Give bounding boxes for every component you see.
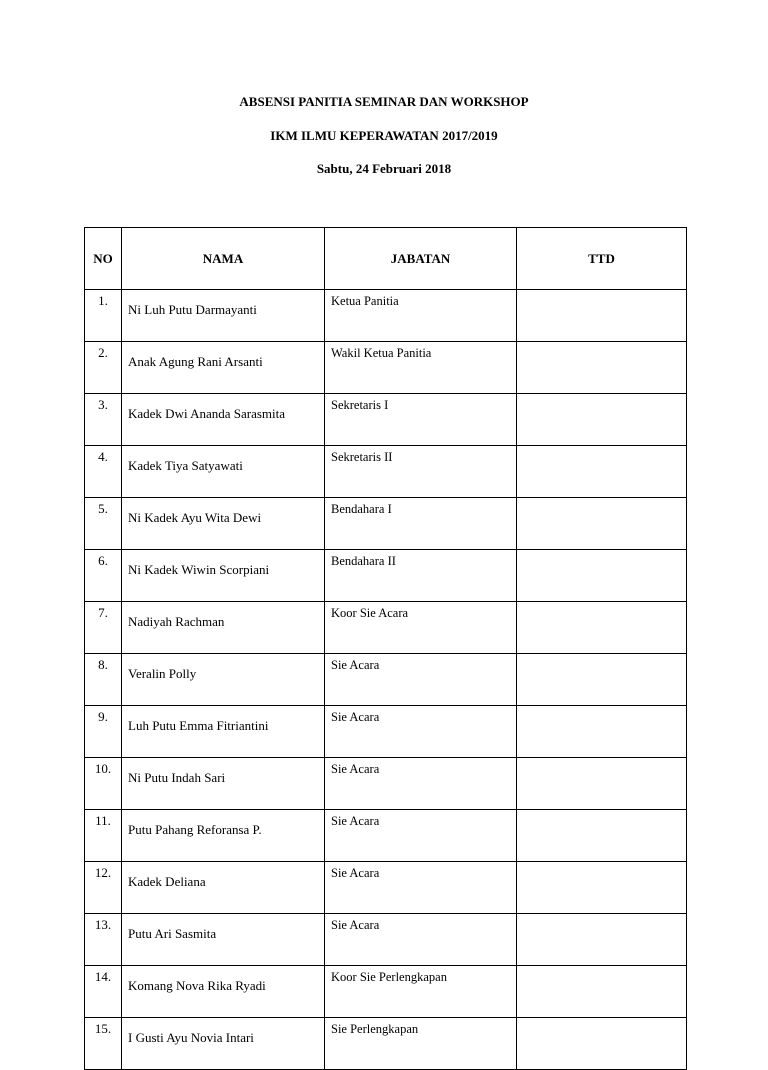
- row-signature-cell[interactable]: [517, 966, 687, 1018]
- row-number: 15.: [85, 1018, 122, 1070]
- row-number: 9.: [85, 706, 122, 758]
- row-signature-cell[interactable]: [517, 498, 687, 550]
- document-date: Sabtu, 24 Februari 2018: [316, 161, 452, 176]
- table-row: [85, 498, 687, 550]
- row-number: 12.: [85, 862, 122, 914]
- row-position: Bendahara II: [325, 550, 517, 602]
- row-position: Sie Acara: [325, 758, 517, 810]
- document-title: ABSENSI PANITIA SEMINAR DAN WORKSHOP: [239, 94, 529, 109]
- row-name: Anak Agung Rani Arsanti: [122, 342, 325, 394]
- row-name: Kadek Dwi Ananda Sarasmita: [122, 394, 325, 446]
- row-name: Nadiyah Rachman: [122, 602, 325, 654]
- row-name: I Gusti Ayu Novia Intari: [122, 1018, 325, 1070]
- row-number: 13.: [85, 914, 122, 966]
- table-row: [85, 810, 687, 862]
- row-signature-cell[interactable]: [517, 446, 687, 498]
- row-signature-cell[interactable]: [517, 342, 687, 394]
- row-number: 10.: [85, 758, 122, 810]
- table-row: [85, 1018, 687, 1070]
- table-row: [85, 654, 687, 706]
- row-signature-cell[interactable]: [517, 654, 687, 706]
- row-position: Sie Acara: [325, 654, 517, 706]
- row-signature-cell[interactable]: [517, 602, 687, 654]
- row-number: 6.: [85, 550, 122, 602]
- row-name: Putu Ari Sasmita: [122, 914, 325, 966]
- row-position: Sie Acara: [325, 706, 517, 758]
- table-body: [85, 290, 687, 1070]
- row-position: Sie Acara: [325, 810, 517, 862]
- row-position: Sekretaris I: [325, 394, 517, 446]
- row-number: 14.: [85, 966, 122, 1018]
- row-number: 2.: [85, 342, 122, 394]
- row-position: Sie Acara: [325, 914, 517, 966]
- row-name: Kadek Tiya Satyawati: [122, 446, 325, 498]
- row-position: Bendahara I: [325, 498, 517, 550]
- row-signature-cell[interactable]: [517, 1018, 687, 1070]
- row-number: 4.: [85, 446, 122, 498]
- table-row: [85, 706, 687, 758]
- table-row: [85, 602, 687, 654]
- row-signature-cell[interactable]: [517, 914, 687, 966]
- row-name: Ni Luh Putu Darmayanti: [122, 290, 325, 342]
- table-row: [85, 862, 687, 914]
- row-number: 11.: [85, 810, 122, 862]
- row-signature-cell[interactable]: [517, 758, 687, 810]
- row-name: Komang Nova Rika Ryadi: [122, 966, 325, 1018]
- row-position: Sekretaris II: [325, 446, 517, 498]
- row-number: 1.: [85, 290, 122, 342]
- table-row: [85, 914, 687, 966]
- table-row: [85, 758, 687, 810]
- table-row: [85, 394, 687, 446]
- row-name: Putu Pahang Reforansa P.: [122, 810, 325, 862]
- row-position: Koor Sie Perlengkapan: [325, 966, 517, 1018]
- row-signature-cell[interactable]: [517, 550, 687, 602]
- table-header-row: [85, 228, 687, 290]
- table-row: [85, 342, 687, 394]
- document-subtitle: IKM ILMU KEPERAWATAN 2017/2019: [270, 128, 498, 143]
- row-name: Ni Kadek Wiwin Scorpiani: [122, 550, 325, 602]
- row-signature-cell[interactable]: [517, 290, 687, 342]
- row-name: Ni Kadek Ayu Wita Dewi: [122, 498, 325, 550]
- row-signature-cell[interactable]: [517, 394, 687, 446]
- table-row: [85, 290, 687, 342]
- attendance-table: [84, 227, 687, 1070]
- table-row: [85, 966, 687, 1018]
- row-position: Sie Acara: [325, 862, 517, 914]
- row-signature-cell[interactable]: [517, 862, 687, 914]
- header-nama: NAMA: [122, 228, 325, 290]
- table-row: [85, 446, 687, 498]
- row-number: 7.: [85, 602, 122, 654]
- row-name: Ni Putu Indah Sari: [122, 758, 325, 810]
- row-name: Kadek Deliana: [122, 862, 325, 914]
- row-position: Wakil Ketua Panitia: [325, 342, 517, 394]
- row-signature-cell[interactable]: [517, 810, 687, 862]
- header-no: NO: [85, 228, 122, 290]
- row-number: 8.: [85, 654, 122, 706]
- row-position: Ketua Panitia: [325, 290, 517, 342]
- row-number: 3.: [85, 394, 122, 446]
- row-signature-cell[interactable]: [517, 706, 687, 758]
- row-position: Sie Perlengkapan: [325, 1018, 517, 1070]
- table-row: [85, 550, 687, 602]
- row-name: Veralin Polly: [122, 654, 325, 706]
- row-position: Koor Sie Acara: [325, 602, 517, 654]
- row-name: Luh Putu Emma Fitriantini: [122, 706, 325, 758]
- header-ttd: TTD: [517, 228, 687, 290]
- header-jabatan: JABATAN: [325, 228, 517, 290]
- row-number: 5.: [85, 498, 122, 550]
